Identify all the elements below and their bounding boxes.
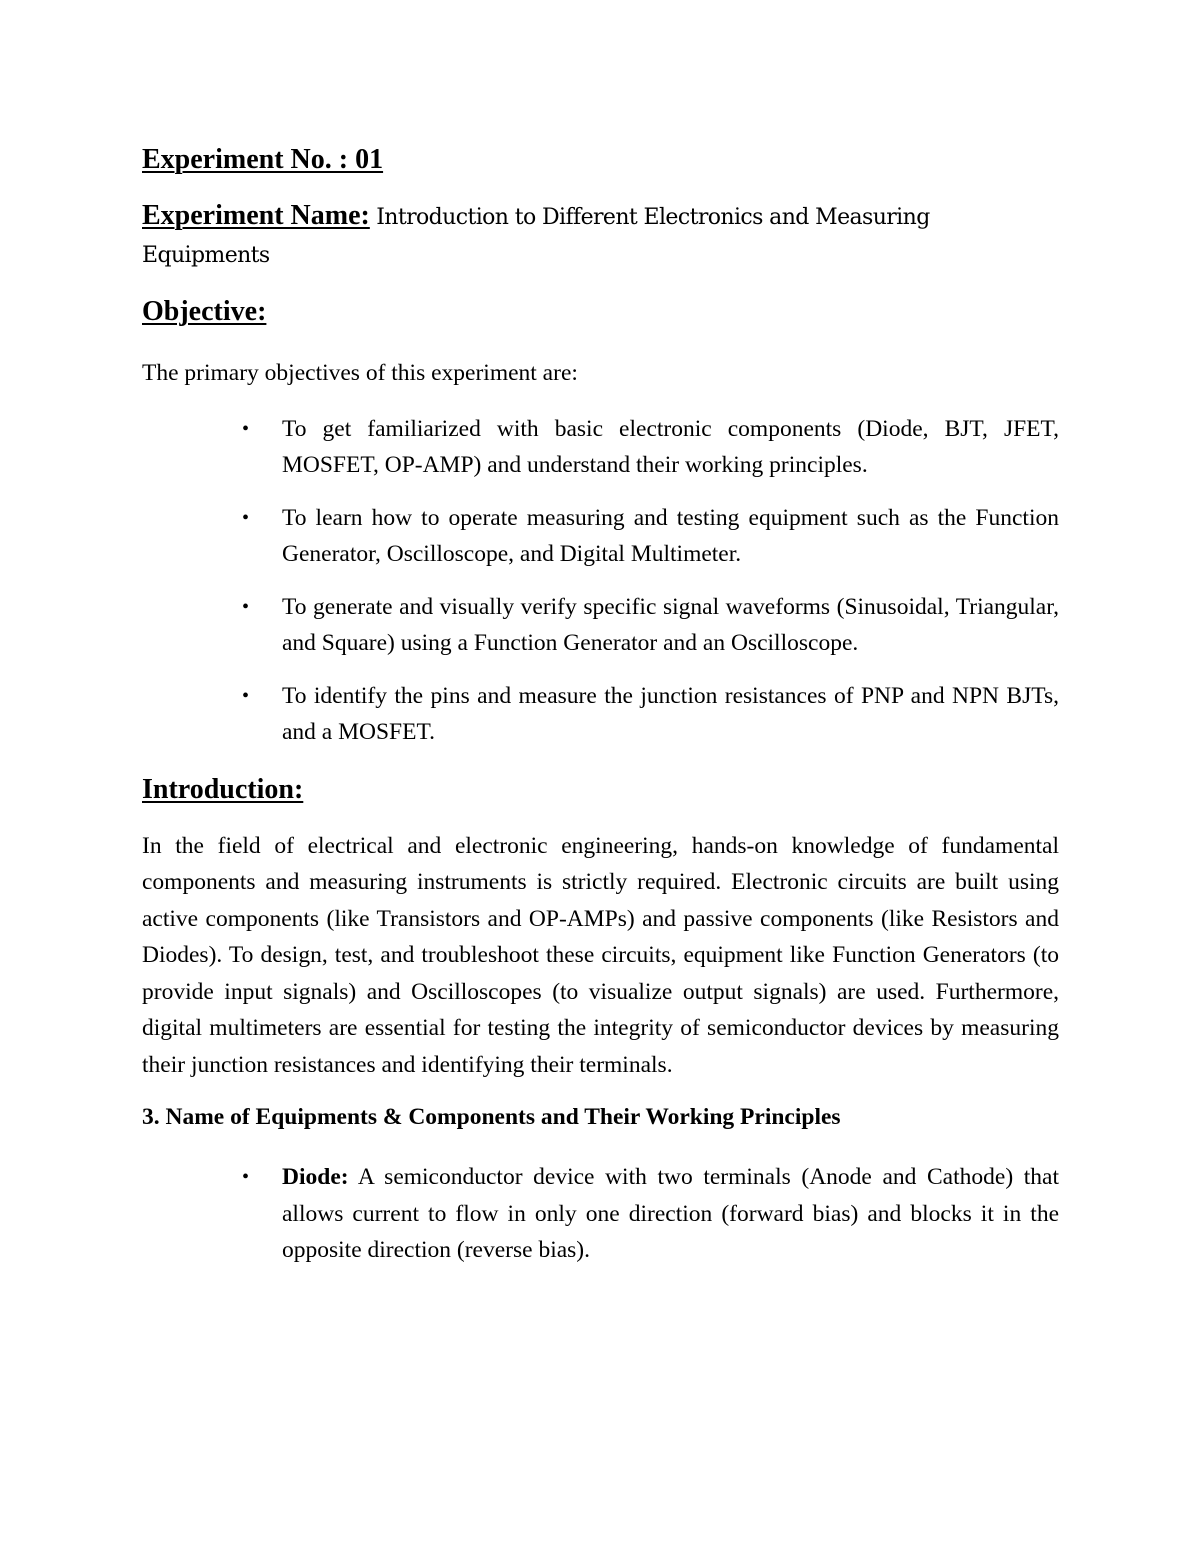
component-term: Diode: [282,1164,349,1190]
objective-item [142,411,1059,484]
experiment-name-label: Experiment Name: [142,200,370,231]
experiment-number [142,142,1059,178]
introduction-heading [142,772,1059,808]
bullet-icon: • [242,417,250,440]
component-item [142,1159,1059,1269]
objective-heading-text: Objective: [142,296,267,327]
objective-item [142,500,1059,573]
objective-item-text: To identify the pins and measure the junction resistances of PNP and NPN BJTs, and a MOSFET. [282,682,1059,745]
section-3-heading: 3. Name of Equipments & Components and Their Working Principles [142,1104,841,1130]
objective-item-text: To learn how to operate measuring and testing equipment such as the Function Generator, Oscilloscope, and Digital Multimeter. [282,504,1059,567]
objective-intro: The primary objectives of this experiment are: [142,360,578,386]
bullet-icon: • [242,684,250,707]
objective-heading [142,294,1059,330]
objective-item [142,589,1059,662]
experiment-name [142,198,1059,274]
objective-item-text: To get familiarized with basic electronic components (Diode, BJT, JFET, MOSFET, OP-AMP) and understand their working principles. [282,415,1059,478]
experiment-name-value: Introduction to Different Electronics and Measuring Equipments [142,205,930,268]
components-list [142,1159,1059,1269]
introduction-paragraph: In the field of electrical and electronic engineering, hands-on knowledge of fundamental components and measuring instruments is strictly required. Electronic circuits are built using active components (like Transistors and OP-AMPs) and passive components (like Resistors and Diodes). To design, test, and troubleshoot these circuits, equipment like Function Generators (to provide input signals) and Oscilloscopes (to visualize output signals) are used. Furthermore, digital multimeters are essential for testing the integrity of semiconductor devices by measuring their junction resistances and identifying their terminals. [142,832,1059,1078]
experiment-number-label: Experiment No. : 01 [142,144,384,175]
component-description: A semiconductor device with two terminals (Anode and Cathode) that allows current to flow in only one direction (forward bias) and blocks it in the opposite direction (reverse bias). [282,1164,1059,1263]
bullet-icon: • [242,595,250,618]
bullet-icon: • [242,1166,250,1188]
objective-list [142,411,1059,751]
introduction-heading-text: Introduction: [142,773,304,805]
objective-item-text: To generate and visually verify specific signal waveforms (Sinusoidal, Triangular, and Square) using a Function Generator and an Oscilloscope. [282,593,1059,656]
objective-item [142,678,1059,751]
bullet-icon: • [242,506,250,529]
